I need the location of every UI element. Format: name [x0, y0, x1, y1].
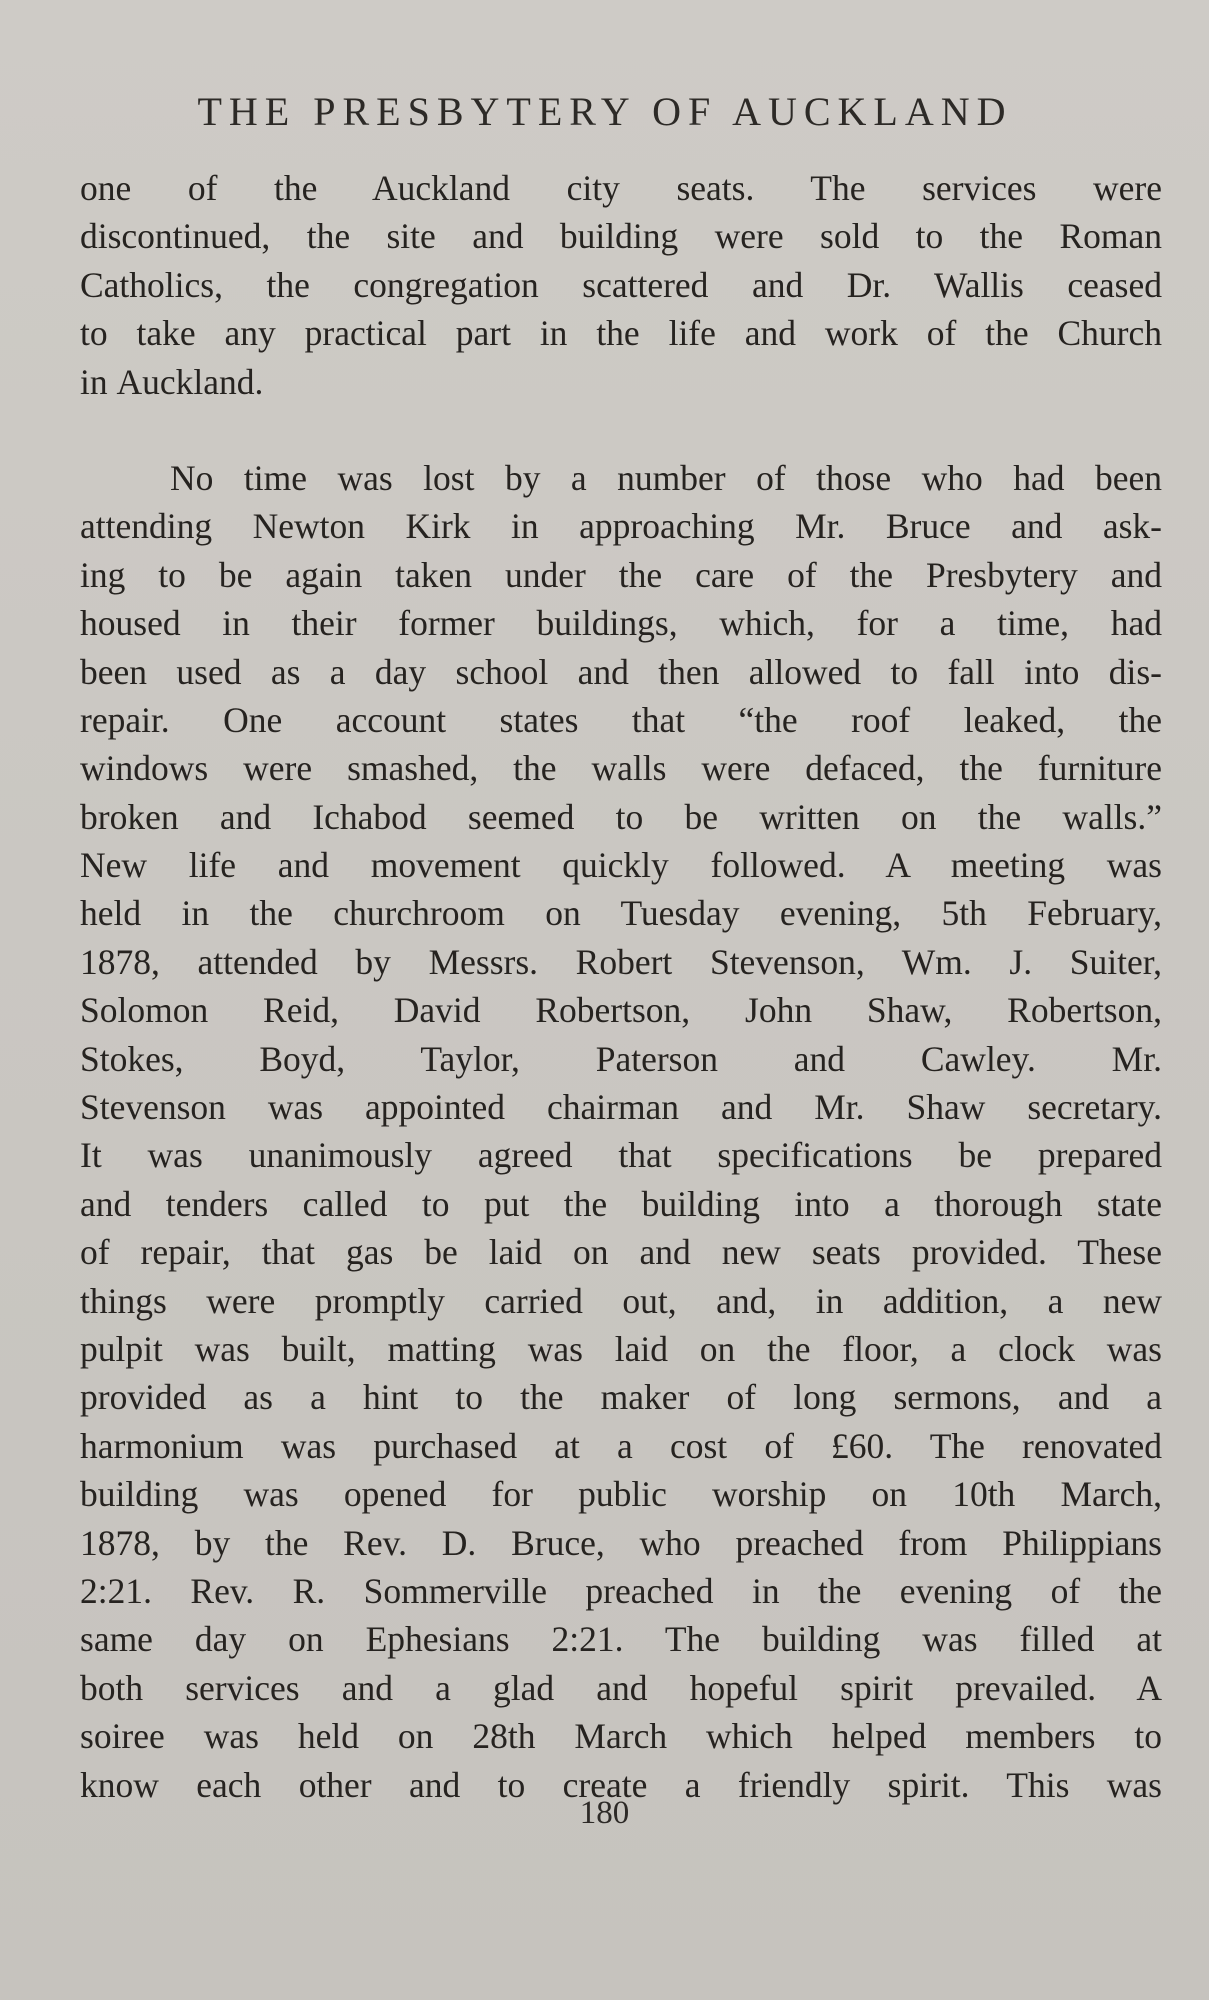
paragraph-2: [80, 454, 1162, 1809]
text-line: attending Newton Kirk in approaching Mr. Bruce and ask-: [80, 506, 1162, 547]
text-line: same day on Ephesians 2:21. The building was filled at: [80, 1619, 1162, 1660]
page-number: 180: [579, 1795, 630, 1831]
text-line: repair. One account states that “the roof leaked, the: [80, 699, 1162, 740]
text-line: one of the Auckland city seats. The services were: [80, 168, 1162, 208]
text-line: in Auckland.: [80, 361, 264, 402]
text-line: broken and Ichabod seemed to be written on the walls.”: [80, 796, 1162, 837]
running-head: THE PRESBYTERY OF AUCKLAND: [197, 89, 1013, 134]
text-line: ing to be again taken under the care of the Presbytery and: [80, 554, 1162, 595]
text-line: It was unanimously agreed that specifications be prepared: [80, 1135, 1162, 1176]
text-line: of repair, that gas be laid on and new seats provided. These: [80, 1232, 1162, 1273]
text-line: Solomon Reid, David Robertson, John Shaw, Robertson,: [80, 990, 1162, 1031]
text-line: harmonium was purchased at a cost of £60. The renovated: [80, 1425, 1162, 1466]
text-line: been used as a day school and then allowed to fall into dis-: [80, 651, 1162, 692]
text-line: Stokes, Boyd, Taylor, Paterson and Cawley. Mr.: [80, 1038, 1162, 1079]
text-line: 2:21. Rev. R. Sommerville preached in the evening of the: [80, 1570, 1162, 1611]
text-line: discontinued, the site and building were sold to the Roman: [80, 216, 1162, 257]
text-line: both services and a glad and hopeful spirit prevailed. A: [80, 1667, 1162, 1708]
body-text: [80, 164, 1162, 1809]
text-line: building was opened for public worship on 10th March,: [80, 1474, 1162, 1515]
text-line: No time was lost by a number of those who had been: [170, 457, 1162, 498]
text-line: to take any practical part in the life and work of the Church: [80, 313, 1162, 354]
text-line: housed in their former buildings, which, for a time, had: [80, 603, 1162, 644]
text-line: 1878, by the Rev. D. Bruce, who preached from Philippians: [80, 1522, 1162, 1563]
text-line: things were promptly carried out, and, in addition, a new: [80, 1280, 1162, 1321]
paragraph-gap: [80, 406, 1162, 454]
text-line: windows were smashed, the walls were defaced, the furniture: [80, 748, 1162, 789]
text-line: Stevenson was appointed chairman and Mr. Shaw secretary.: [80, 1087, 1162, 1128]
text-line: and tenders called to put the building into a thorough state: [80, 1183, 1162, 1224]
text-line: soiree was held on 28th March which helped members to: [80, 1716, 1162, 1757]
text-line: New life and movement quickly followed. A meeting was: [80, 845, 1162, 886]
text-line: provided as a hint to the maker of long sermons, and a: [80, 1377, 1162, 1418]
text-line: 1878, attended by Messrs. Robert Stevenson, Wm. J. Suiter,: [80, 941, 1162, 982]
text-line: Catholics, the congregation scattered and Dr. Wallis ceased: [80, 264, 1162, 305]
text-line: pulpit was built, matting was laid on the floor, a clock was: [80, 1328, 1162, 1369]
text-line: held in the churchroom on Tuesday evening, 5th February,: [80, 893, 1162, 934]
text-line: know each other and to create a friendly spirit. This was: [80, 1764, 1162, 1805]
paragraph-1: [80, 164, 1162, 406]
